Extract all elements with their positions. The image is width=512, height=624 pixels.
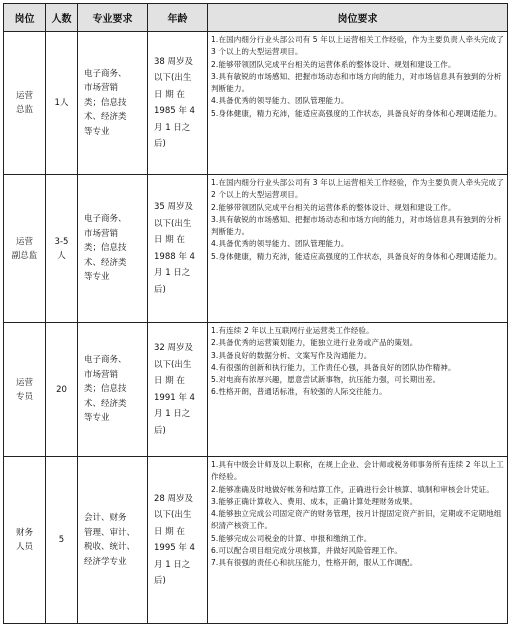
- requirement-item: 4.能够独立完成公司固定资产的财务管理，按月计提固定资产折旧，定期或不定期地组织清产核资工作。: [211, 509, 502, 531]
- requirement-item: 2.能够带领团队完成平台相关的运营体系的整体设计、规划和建设工作。: [211, 202, 456, 212]
- age-cell: [148, 457, 208, 624]
- recruitment-table: [3, 3, 508, 624]
- major-line: 经济学专业: [84, 556, 127, 567]
- age-line: 后): [154, 425, 166, 436]
- major-cell: [78, 457, 148, 624]
- age-cell: [148, 175, 208, 323]
- requirement-item: 3.具备良好的数据分析、文案写作及沟通能力。: [211, 350, 372, 360]
- major-line: 等专业: [84, 272, 110, 283]
- position-line: 副总监: [11, 250, 38, 261]
- age-line: 35 周岁及: [154, 202, 194, 212]
- position-line: 运营: [15, 236, 33, 247]
- requirement-item: 7.具有很强的责任心和抗压能力，性格开朗，服从工作调配。: [211, 558, 418, 568]
- position-cell: [4, 175, 46, 323]
- requirement-item: 1.具有中级会计师及以上职称，在规上企业、会计师或税务师事务所有连续 2 年以上工作经验。: [211, 460, 504, 482]
- position-cell: [4, 457, 46, 624]
- age-line: 以下(出生: [154, 218, 192, 229]
- header-requirements: 岗位要求: [208, 4, 508, 32]
- major-line: 术、经济类: [84, 257, 127, 268]
- position-line: 财务: [15, 528, 33, 538]
- requirement-item: 3.具有敏锐的市场感知、把握市场动态和市场方向的能力，对市场信息具有独到的分析判断能力。: [211, 214, 502, 237]
- requirement-item: 3.能够正确计算收入、费用、成本，正确计算处理财务成果。: [211, 496, 418, 506]
- requirement-item: 5.能够完成公司税金的计算、申报和缴纳工作。: [211, 533, 372, 543]
- count-cell: [46, 175, 78, 323]
- requirement-item: 1.在国内细分行业头部公司有 5 年以上运营相关工作经验，作为主要负责人牵头完成了 3 个以上的大型运营项目。: [211, 35, 504, 57]
- major-line: 市场营销: [84, 369, 119, 380]
- position-cell: [4, 323, 46, 457]
- age-line: 日 期 在: [154, 89, 185, 100]
- requirement-item: 1.有连续 2 年以上互联网行业运营类工作经验。: [211, 326, 374, 335]
- requirement-item: 4.有很强的创新和执行能力，工作责任心强，具备良好的团队协作精神。: [211, 362, 456, 372]
- age-line: 1995 年 4: [154, 543, 195, 553]
- requirement-item: 2.具备优秀的运营策划能力，能独立进行业务或产品的策划。: [211, 338, 418, 348]
- age-line: 后): [154, 139, 166, 149]
- age-line: 32 周岁及: [154, 343, 194, 353]
- major-line: 市场营销: [84, 83, 119, 94]
- table-row: [4, 323, 508, 457]
- count-cell: 5: [46, 457, 78, 624]
- requirement-item: 2.能够准确及时地做好帐务和结算工作，正确进行会计核算、填制和审核会计凭证。: [211, 484, 494, 494]
- header-row: [4, 4, 508, 32]
- major-line: 类；信息技: [84, 243, 127, 254]
- age-line: 月 1 日之: [154, 409, 191, 419]
- table-row: [4, 457, 508, 624]
- count-line: 人: [57, 250, 66, 261]
- header-age: 年龄: [148, 4, 208, 32]
- major-cell: [78, 323, 148, 457]
- count-line: 3-5: [54, 236, 69, 247]
- header-count: 人数: [46, 4, 78, 32]
- requirement-item: 5.对电商有浓厚兴趣，愿意尝试新事物，抗压能力强，可长期出差。: [211, 375, 441, 385]
- age-line: 后): [154, 284, 166, 295]
- age-line: 日 期 在: [154, 376, 185, 386]
- age-line: 以下(出生: [154, 510, 192, 520]
- major-line: 电子商务、: [84, 214, 127, 225]
- position-line: 运营: [15, 377, 33, 388]
- major-cell: [78, 175, 148, 323]
- major-line: 等专业: [84, 413, 110, 424]
- requirements-cell: [208, 32, 508, 175]
- requirement-item: 5.身体健康，精力充沛，能适应高强度的工作状态，具备良好的身体和心理调适能力。: [211, 108, 502, 118]
- requirement-item: 1.在国内细分行业头部公司有 3 年以上运营相关工作经验，作为主要负责人牵头完成了 2 个以上的大型运营项目。: [211, 178, 504, 200]
- major-line: 管理、审计、: [84, 527, 136, 538]
- position-line: 专员: [15, 391, 33, 402]
- requirement-item: 3.具有敏锐的市场感知、把握市场动态和市场方向的能力，对市场信息具有独到的分析判断能力。: [211, 71, 502, 94]
- position-line: 运营: [15, 91, 33, 101]
- table-row: [4, 32, 508, 175]
- major-line: 等专业: [84, 126, 110, 137]
- age-line: 1988 年 4: [154, 251, 195, 262]
- age-line: 以下(出生: [154, 73, 192, 83]
- requirement-item: 2.能够带领团队完成平台相关的运营体系的整体设计、规划和建设工作。: [211, 59, 456, 69]
- age-cell: [148, 323, 208, 457]
- age-line: 后): [154, 576, 166, 586]
- requirement-item: 5.身体健康，精力充沛，能适应高强度的工作状态，具备良好的身体和心理调适能力。: [211, 251, 502, 261]
- header-position: 岗位: [4, 4, 46, 32]
- major-cell: [78, 32, 148, 175]
- major-line: 市场营销: [84, 228, 119, 239]
- requirement-item: 6.可以配合项目组完成分项核算，并做好风险管理工作。: [211, 546, 403, 556]
- requirement-item: 4.具备优秀的领导能力、团队管理能力。: [211, 96, 349, 106]
- age-line: 日 期 在: [154, 235, 185, 245]
- age-line: 38 周岁及: [154, 56, 194, 67]
- age-line: 月 1 日之: [154, 559, 191, 570]
- major-line: 类；信息技: [84, 97, 127, 108]
- age-line: 以下(出生: [154, 359, 192, 370]
- major-line: 术、经济类: [84, 398, 127, 409]
- major-line: 术、经济类: [84, 112, 127, 123]
- age-cell: [148, 32, 208, 175]
- requirement-item: 4.具备优秀的领导能力、团队管理能力。: [211, 239, 349, 249]
- age-line: 月 1 日之: [154, 268, 191, 278]
- count-cell: 20: [46, 323, 78, 457]
- requirements-cell: [208, 323, 508, 457]
- age-line: 28 周岁及: [154, 493, 194, 504]
- position-line: 总监: [15, 105, 33, 115]
- major-line: 类；信息技: [84, 384, 127, 395]
- major-line: 电子商务、: [84, 68, 127, 79]
- requirements-cell: [208, 175, 508, 323]
- major-line: 会计、财务: [84, 513, 127, 523]
- position-cell: [4, 32, 46, 175]
- age-line: 1991 年 4: [154, 392, 195, 403]
- major-line: 电子商务、: [84, 355, 127, 366]
- recruitment-table-container: [3, 3, 507, 624]
- header-major: 专业要求: [78, 4, 148, 32]
- major-line: 税收、统计、: [84, 542, 136, 552]
- age-line: 日 期 在: [154, 526, 185, 537]
- requirements-cell: [208, 457, 508, 624]
- age-line: 1985 年 4: [154, 106, 195, 116]
- position-line: 人员: [15, 542, 33, 552]
- age-line: 月 1 日之: [154, 122, 191, 133]
- requirement-item: 6.性格开朗，普通话标准，有较强的人际交往能力。: [211, 387, 387, 397]
- count-cell: 1人: [46, 32, 78, 175]
- table-row: [4, 175, 508, 323]
